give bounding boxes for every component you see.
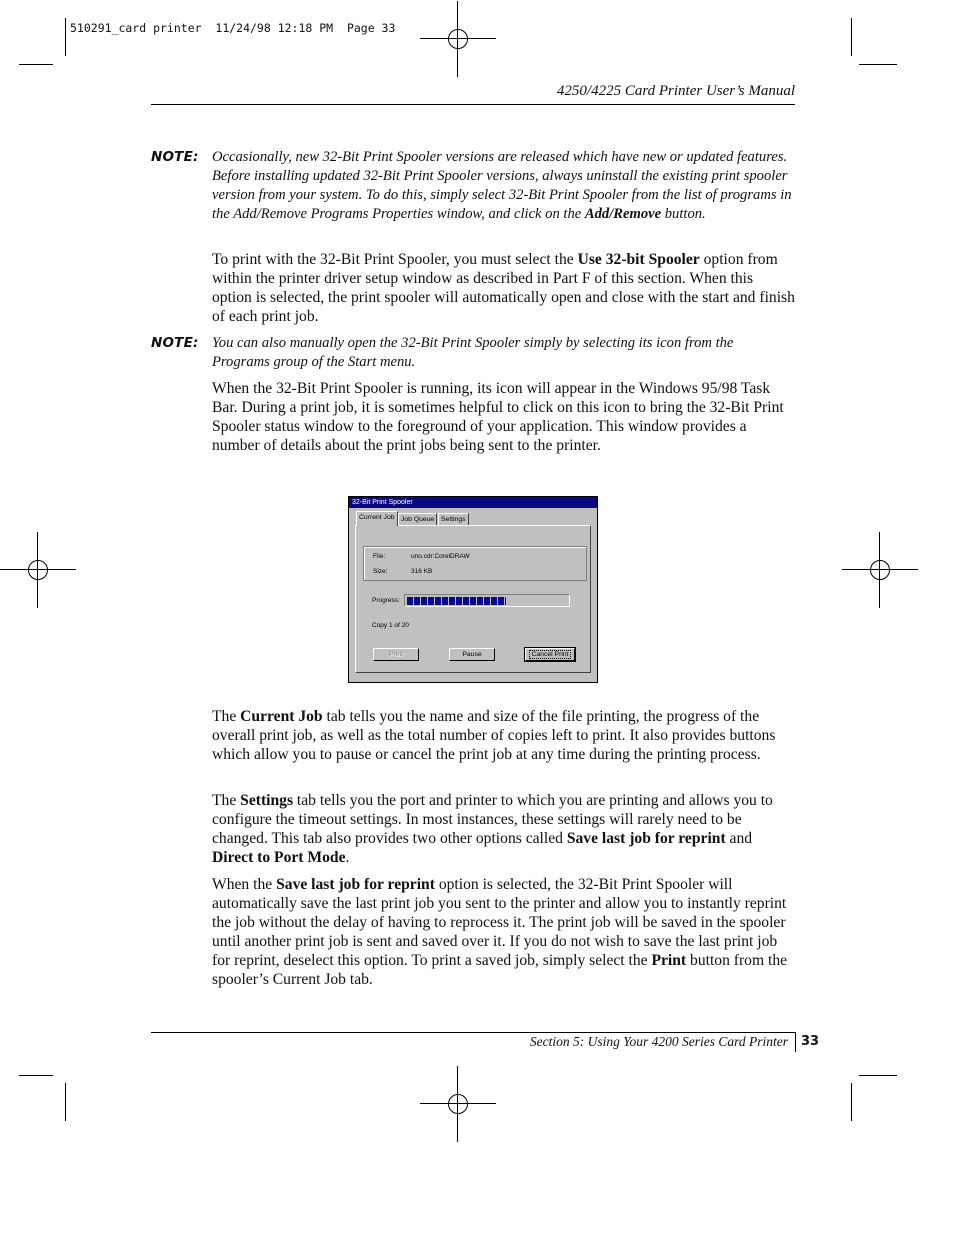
tab-job-queue[interactable]: Job Queue xyxy=(398,513,437,526)
crop-mark xyxy=(65,18,66,56)
paragraph: To print with the 32-Bit Print Spooler, you must select the Use 32-bit Spooler option from within the printer driver setup window as described in Part F of this section. When this option is selected, the print spooler will automatically open and close with the start and finish of each print job. xyxy=(212,251,795,325)
file-label: File: xyxy=(373,553,386,560)
tab-panel xyxy=(355,525,591,673)
copy-count: Copy 1 of 20 xyxy=(372,622,409,629)
header-rule xyxy=(151,104,795,105)
footer-section-title: Section 5: Using Your 4200 Series Card Printer xyxy=(529,1034,788,1049)
crop-mark xyxy=(19,1075,53,1076)
file-info-group xyxy=(363,546,587,581)
note-text: Occasionally, new 32-Bit Print Spooler versions are released which have new or updated features. Before installing updated 32-Bit Print Spooler versions, always uninstall the existing print spooler version from your system. To do this, simply select 32-Bit Print Spooler from the list of programs in the Add/Remove Programs Properties window, and click on the Add/Remove button. xyxy=(212,149,792,222)
footer-divider xyxy=(795,1032,796,1052)
crop-mark xyxy=(859,64,897,65)
running-header: 4250/4225 Card Printer User’s Manual xyxy=(556,83,795,99)
registration-mark-top xyxy=(420,1,496,77)
note-text: You can also manually open the 32-Bit Print Spooler simply by selecting its icon from the Programs group of the Start menu. xyxy=(212,335,734,370)
footer-rule xyxy=(151,1032,795,1033)
paragraph: When the 32-Bit Print Spooler is running, its icon will appear in the Windows 95/98 Task Bar. During a print job, it is sometimes helpful to click on this icon to bring the 32-Bit Print Spooler status window to the foreground of your application. This window provides a number of details about the print jobs being sent to the printer. xyxy=(212,380,784,454)
size-value: 316 KB xyxy=(411,568,433,575)
note-label: NOTE: xyxy=(151,335,199,351)
progress-label: Progress: xyxy=(372,597,400,604)
crop-mark xyxy=(851,1083,852,1121)
registration-mark-bottom xyxy=(420,1066,496,1142)
print-spooler-dialog xyxy=(348,496,598,683)
paragraph: When the Save last job for reprint option is selected, the 32-Bit Print Spooler will automatically save the last print job you sent to the printer and allow you to instantly reprint the job without the delay of having to reprocess it. The print job will be saved in the spooler until another print job is sent and saved over it. If you do not wish to save the last print job for reprint, deselect this option. To print a saved job, simply select the Print button from the spooler’s Current Job tab. xyxy=(212,876,788,988)
tab-settings[interactable]: Settings xyxy=(438,513,469,526)
crop-mark xyxy=(851,18,852,56)
page-number: 33 xyxy=(801,1034,820,1049)
cancel-print-button[interactable]: Cancel Print xyxy=(525,648,575,661)
crop-mark xyxy=(19,64,53,65)
registration-mark-left xyxy=(0,532,76,608)
pause-button[interactable]: Pause xyxy=(449,648,495,661)
registration-mark-right xyxy=(842,532,918,608)
tab-current-job[interactable]: Current Job xyxy=(356,511,398,526)
paragraph: The Settings tab tells you the port and printer to which you are printing and allows you to configure the timeout settings. In most instances, these settings will rarely need to be changed. This tab also provides two other options called Save last job for reprint and Direct to Port Mode. xyxy=(212,792,773,866)
size-label: Size: xyxy=(373,568,388,575)
note-label: NOTE: xyxy=(151,149,199,165)
file-value: uno.cdr:CorelDRAW xyxy=(411,553,470,560)
paragraph: The Current Job tab tells you the name and size of the file printing, the progress of the overall print job, as well as the total number of copies left to print. It also provides buttons which allow you to pause or cancel the print job at any time during the printing process. xyxy=(212,708,776,763)
dialog-title-bar: 32-Bit Print Spooler xyxy=(349,497,597,508)
progress-fill xyxy=(407,597,506,605)
progress-bar xyxy=(404,594,570,607)
print-button[interactable]: Print xyxy=(373,648,419,661)
crop-mark xyxy=(65,1083,66,1121)
crop-mark xyxy=(859,1075,897,1076)
print-slug: 510291_card printer 11/24/98 12:18 PM Page 33 xyxy=(70,21,396,35)
